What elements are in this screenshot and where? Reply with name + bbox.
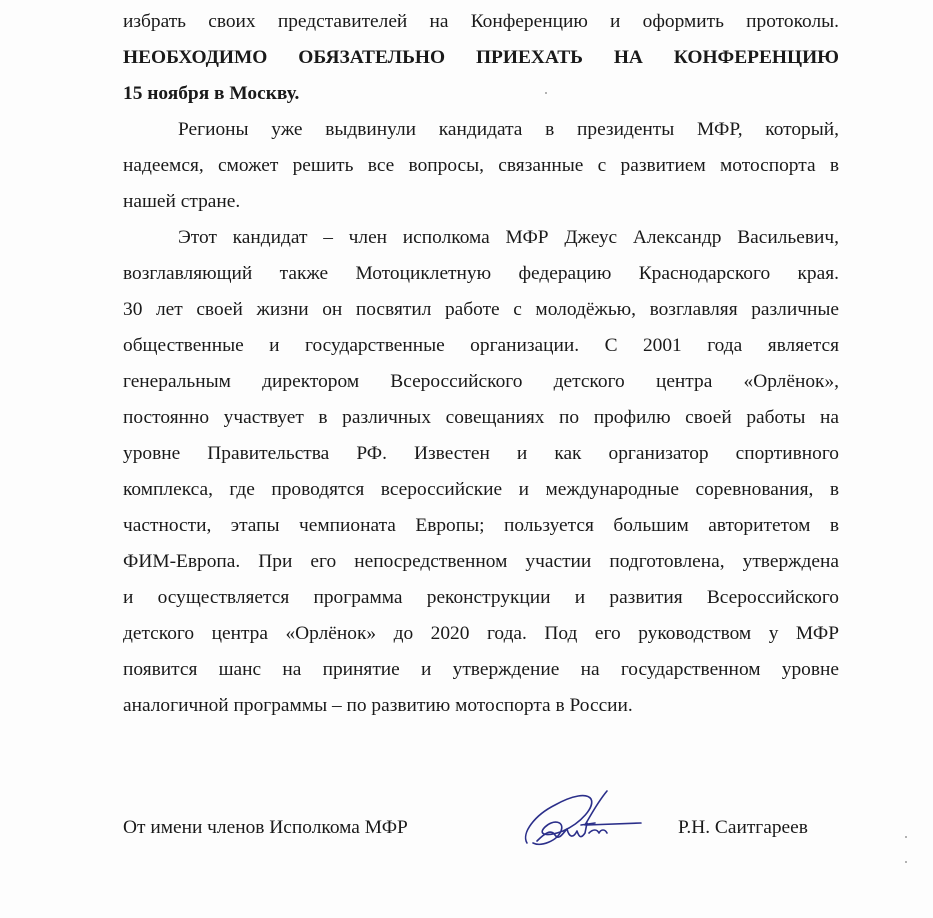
text-line: генеральным директором Всероссийского детского центра «Орлёнок», xyxy=(123,371,839,392)
notice-line: НЕОБХОДИМО ОБЯЗАТЕЛЬНО ПРИЕХАТЬ НА КОНФЕРЕНЦИЮ xyxy=(123,47,839,68)
paragraph xyxy=(123,4,839,40)
text-line: детского центра «Орлёнок» до 2020 года. Под его руководством у МФР xyxy=(123,623,839,644)
text-line: аналогичной программы – по развитию мотоспорта в России. xyxy=(123,695,633,716)
text-line: Этот кандидат – член исполкома МФР Джеус Александр Васильевич, xyxy=(178,227,839,248)
text-line: и осуществляется программа реконструкции и развития Всероссийского xyxy=(123,587,839,608)
scan-speck xyxy=(905,861,907,863)
text-line: уровне Правительства РФ. Известен и как организатор спортивного xyxy=(123,443,839,464)
on-behalf-label: От имени членов Исполкома МФР xyxy=(123,817,408,838)
notice-date-line: 15 ноября в Москву. xyxy=(123,83,300,104)
text-line: надеемся, сможет решить все вопросы, связанные с развитием мотоспорта в xyxy=(123,155,839,176)
text-line: возглавляющий также Мотоциклетную федерацию Краснодарского края. xyxy=(123,263,839,284)
document-body xyxy=(123,4,839,724)
signature-block xyxy=(123,815,839,855)
text-line: ФИМ-Европа. При его непосредственном участии подготовлена, утверждена xyxy=(123,551,839,572)
handwritten-signature xyxy=(515,785,645,855)
text-line: избрать своих представителей на Конференцию и оформить протоколы. xyxy=(123,11,839,32)
signer-name: Р.Н. Саитгареев xyxy=(678,817,808,838)
text-line: Регионы уже выдвинули кандидата в президенты МФР, который, xyxy=(178,119,839,140)
text-line: появится шанс на принятие и утверждение на государственном уровне xyxy=(123,659,839,680)
text-line: нашей стране. xyxy=(123,191,241,212)
text-line: комплекса, где проводятся всероссийские и международные соревнования, в xyxy=(123,479,839,500)
paragraph xyxy=(123,112,839,220)
paragraph xyxy=(123,220,839,724)
notice-paragraph xyxy=(123,40,839,112)
text-line: постоянно участвует в различных совещаниях по профилю своей работы на xyxy=(123,407,839,428)
text-line: частности, этапы чемпионата Европы; пользуется большим авторитетом в xyxy=(123,515,839,536)
scan-speck xyxy=(545,92,547,94)
text-line: общественные и государственные организации. С 2001 года является xyxy=(123,335,839,356)
scan-speck xyxy=(905,836,907,838)
text-line: 30 лет своей жизни он посвятил работе с молодёжью, возглавляя различные xyxy=(123,299,839,320)
